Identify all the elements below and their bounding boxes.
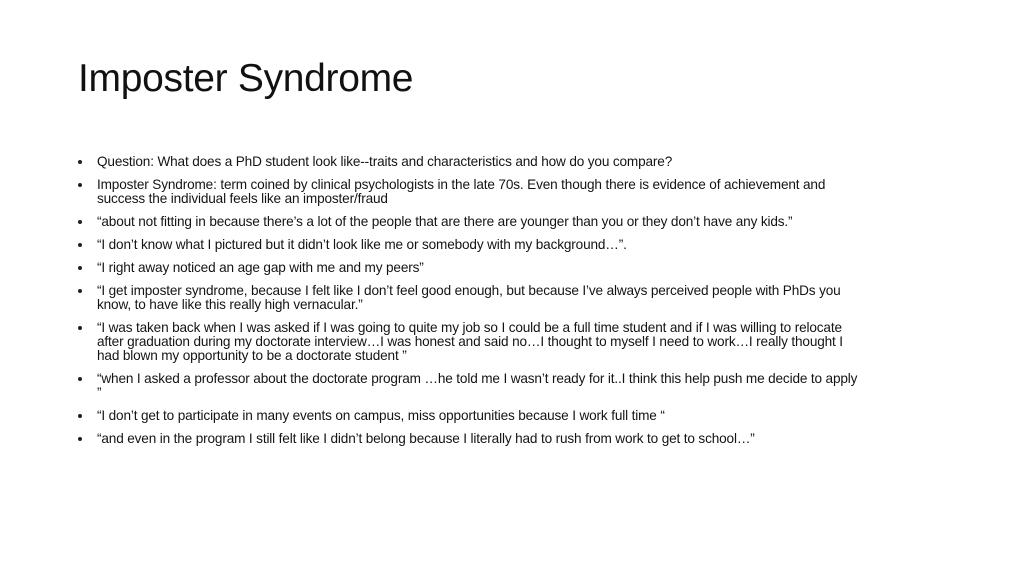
bullet-dot-icon	[78, 183, 82, 187]
bullet-item-question	[78, 154, 958, 168]
bullet-list	[78, 154, 958, 454]
bullet-item-quote	[78, 214, 958, 228]
bullet-dot-icon	[78, 414, 82, 418]
bullet-item-quote	[78, 237, 958, 251]
slide-title: Imposter Syndrome	[78, 57, 414, 100]
bullet-text: “and even in the program I still felt like I didn’t belong because I literally had to rush from work to get to school…”	[97, 431, 755, 446]
bullet-item-quote	[78, 431, 958, 445]
bullet-dot-icon	[78, 289, 82, 293]
bullet-text: “when I asked a professor about the doctorate program …he told me I wasn’t ready for it..I think this help push me decide to apply	[97, 371, 858, 386]
bullet-text: “I don’t know what I pictured but it didn’t look like me or somebody with my background…”.	[97, 237, 627, 252]
bullet-dot-icon	[78, 243, 82, 247]
bullet-text-continued: success the individual feels like an imposter/fraud	[97, 191, 388, 206]
bullet-item-quote	[78, 283, 958, 311]
bullet-dot-icon	[78, 220, 82, 224]
bullet-dot-icon	[78, 326, 82, 330]
bullet-text: “I was taken back when I was asked if I was going to quite my job so I could be a full time student and if I was willing to relocate	[97, 320, 842, 335]
bullet-dot-icon	[78, 160, 82, 164]
bullet-text-continued: ”	[97, 385, 102, 400]
bullet-dot-icon	[78, 377, 82, 381]
bullet-item-quote	[78, 260, 958, 274]
bullet-text: Question: What does a PhD student look like--traits and characteristics and how do you compare?	[97, 154, 673, 169]
bullet-text: “I right away noticed an age gap with me and my peers”	[97, 260, 424, 275]
bullet-dot-icon	[78, 266, 82, 270]
bullet-text: Imposter Syndrome: term coined by clinical psychologists in the late 70s. Even though there is evidence of achievement and	[97, 177, 826, 192]
bullet-dot-icon	[78, 437, 82, 441]
bullet-item-quote	[78, 320, 958, 362]
bullet-item-quote	[78, 408, 958, 422]
bullet-text: “about not fitting in because there’s a lot of the people that are there are younger than you or they don’t have any kids.”	[97, 214, 793, 229]
bullet-text-continued: had blown my opportunity to be a doctorate student ”	[97, 348, 407, 363]
bullet-text: “I get imposter syndrome, because I felt like I don’t feel good enough, but because I’ve always perceived people with PhDs you	[97, 283, 841, 298]
bullet-text: “I don’t get to participate in many events on campus, miss opportunities because I work full time “	[97, 408, 665, 423]
bullet-text-continued: know, to have like this really high vernacular.”	[97, 297, 363, 312]
bullet-item-definition	[78, 177, 958, 205]
bullet-text-continued: after graduation during my doctorate interview…I was honest and said no…I thought to myself I need to work…I really thought I	[97, 334, 843, 349]
bullet-item-quote	[78, 371, 958, 399]
